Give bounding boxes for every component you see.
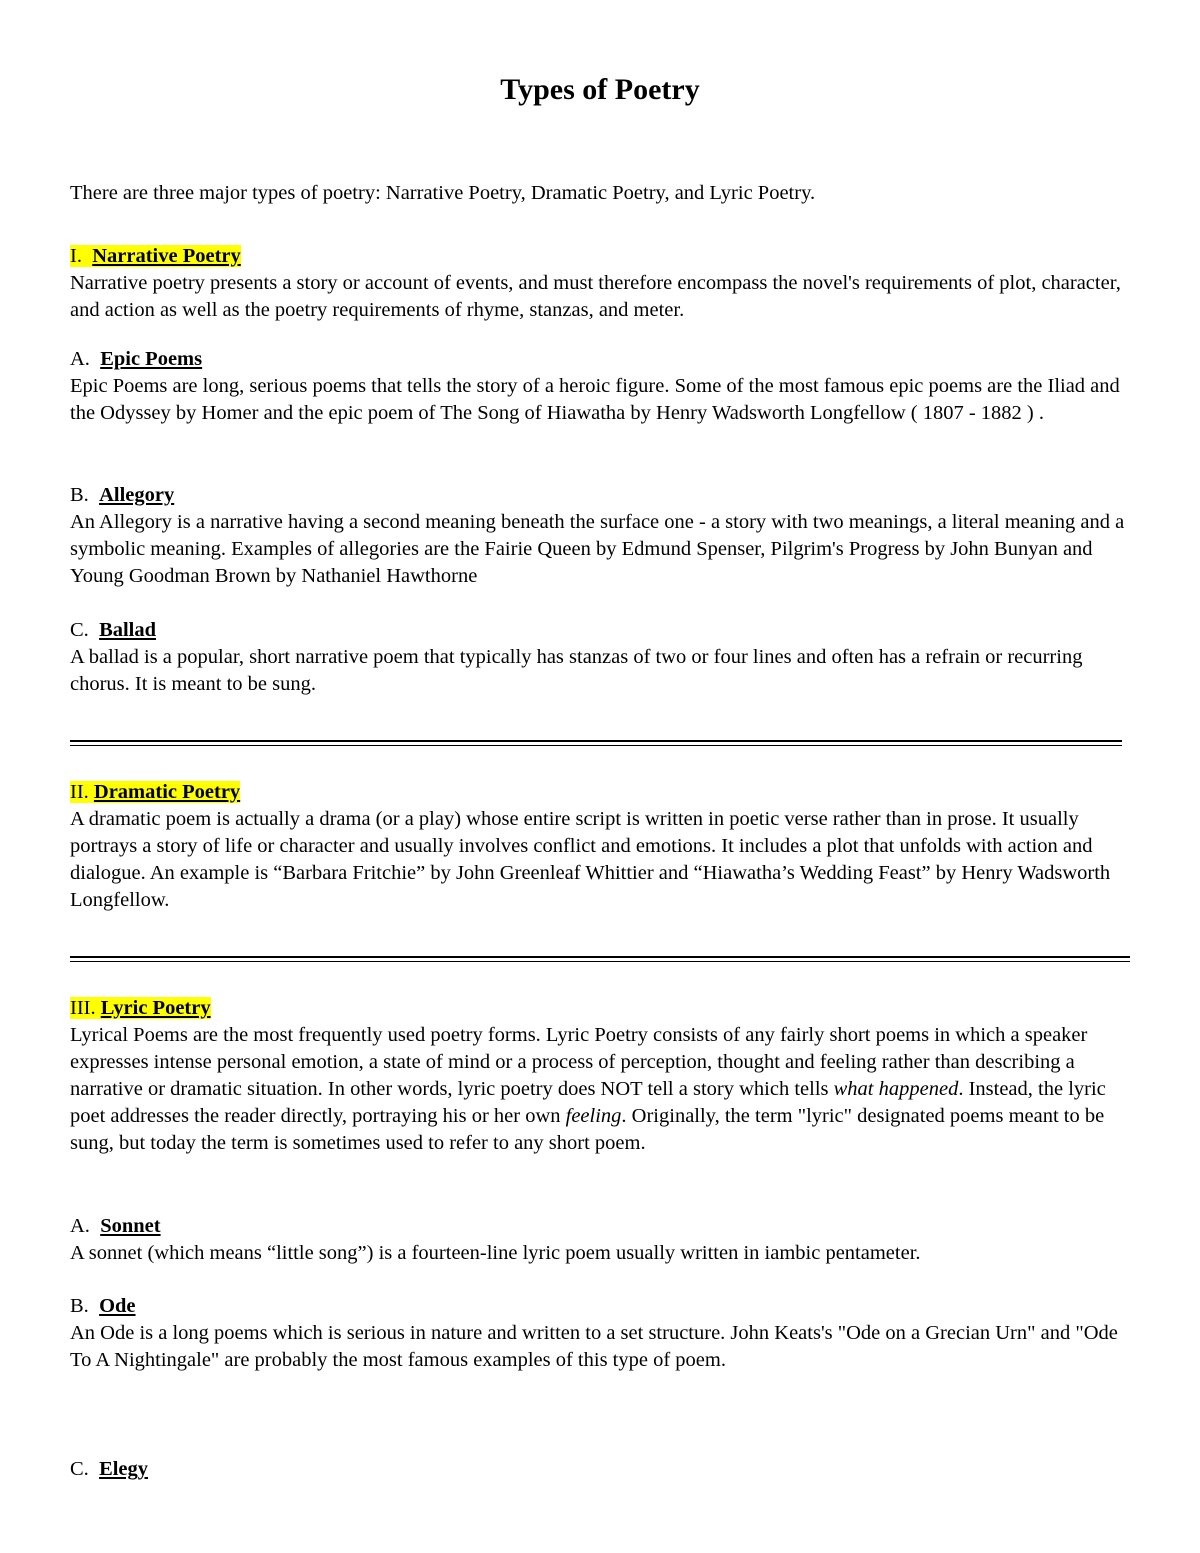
- subsection-letter: B.: [70, 1295, 89, 1317]
- subsection-title: Ballad: [99, 619, 157, 641]
- subsection-heading-ode: [70, 1293, 136, 1320]
- highlight: [70, 245, 241, 267]
- text-run: . Instead, the lyric poet addresses the reader directly, portraying his or her own: [70, 1078, 1106, 1127]
- section-numeral: III.: [70, 997, 96, 1019]
- section-divider: [70, 956, 1130, 958]
- text-run: Lyrical Poems are the most frequently used poetry forms. Lyric Poetry consists of any fairly short poems in which a speaker expresses intense personal emotion, a state of mind or a process of perception, thought and feeling rather than describing a narrative or dramatic situation. In other words, lyric poetry does NOT tell a story which tells: [70, 1024, 1088, 1100]
- section-text-lyric: [70, 1022, 1132, 1157]
- subsection-text-ballad: A ballad is a popular, short narrative poem that typically has stanzas of two or four lines and often has a refrain or recurring chorus. It is meant to be sung.: [70, 646, 1083, 695]
- subsection-title: Epic Poems: [100, 348, 203, 370]
- section-heading-dramatic: [70, 779, 240, 806]
- subsection-heading-sonnet: [70, 1213, 161, 1240]
- highlight: [70, 997, 211, 1019]
- subsection-letter: C.: [70, 619, 89, 641]
- emphasis-text: feeling: [565, 1105, 622, 1127]
- section-heading-lyric: [70, 995, 211, 1022]
- subsection-letter: A.: [70, 348, 90, 370]
- section-divider: [70, 740, 1122, 742]
- section-numeral: II.: [70, 781, 89, 803]
- section-text-narrative: Narrative poetry presents a story or account of events, and must therefore encompass the novel's requirements of plot, character, and action as well as the poetry requirements of rhyme, stanzas, and meter.: [70, 272, 1121, 321]
- section-title: Dramatic Poetry: [93, 781, 241, 803]
- section-title: Narrative Poetry: [92, 245, 241, 267]
- subsection-heading-elegy: [70, 1456, 148, 1483]
- subsection-text-ode: An Ode is a long poems which is serious in nature and written to a set structure. John Keats's "Ode on a Grecian Urn" and "Ode To A Nightingale" are probably the most famous examples of this type of poem.: [70, 1322, 1118, 1371]
- subsection-letter: A.: [70, 1215, 90, 1237]
- subsection-heading-allegory: [70, 482, 174, 509]
- section-text-dramatic: A dramatic poem is actually a drama (or a play) whose entire script is written in poetic verse rather than in prose. It usually portrays a story of life or character and usually involves conflict and emotions. It includes a plot that unfolds with action and dialogue. An example is “Barbara Fritchie” by John Greenleaf Whittier and “Hiawatha’s Wedding Feast” by Henry Wadsworth Longfellow.: [70, 808, 1111, 911]
- section-heading-narrative: [70, 243, 241, 270]
- subsection-title: Ode: [99, 1295, 136, 1317]
- subsection-heading-epic-poems: [70, 346, 202, 373]
- page-title: Types of Poetry: [500, 73, 700, 106]
- subsection-title: Allegory: [99, 484, 175, 506]
- text-run: . Originally, the term "lyric" designated poems meant to be sung, but today the term is sometimes used to refer to any short poem.: [70, 1105, 1105, 1154]
- highlight: [70, 781, 240, 803]
- subsection-text-allegory: An Allegory is a narrative having a second meaning beneath the surface one - a story with two meanings, a literal meaning and a symbolic meaning. Examples of allegories are the Fairie Queen by Edmund Spenser, Pilgrim's Progress by John Bunyan and Young Goodman Brown by Nathaniel Hawthorne: [70, 511, 1125, 587]
- subsection-heading-ballad: [70, 617, 156, 644]
- emphasis-text: what happened: [833, 1078, 959, 1100]
- subsection-text-sonnet: A sonnet (which means “little song”) is a fourteen-line lyric poem usually written in iambic pentameter.: [70, 1242, 921, 1264]
- subsection-title: Elegy: [99, 1458, 149, 1480]
- section-title: Lyric Poetry: [100, 997, 211, 1019]
- subsection-text-epic-poems: Epic Poems are long, serious poems that tells the story of a heroic figure. Some of the most famous epic poems are the Iliad and the Odyssey by Homer and the epic poem of The Song of Hiawatha by Henry Wadsworth Longfellow ( 1807 - 1882 ) .: [70, 375, 1120, 424]
- subsection-letter: B.: [70, 484, 89, 506]
- section-numeral: I.: [70, 245, 82, 267]
- subsection-title: Sonnet: [100, 1215, 161, 1237]
- subsection-letter: C.: [70, 1458, 89, 1480]
- intro-paragraph: There are three major types of poetry: Narrative Poetry, Dramatic Poetry, and Lyric Poetry.: [70, 182, 816, 204]
